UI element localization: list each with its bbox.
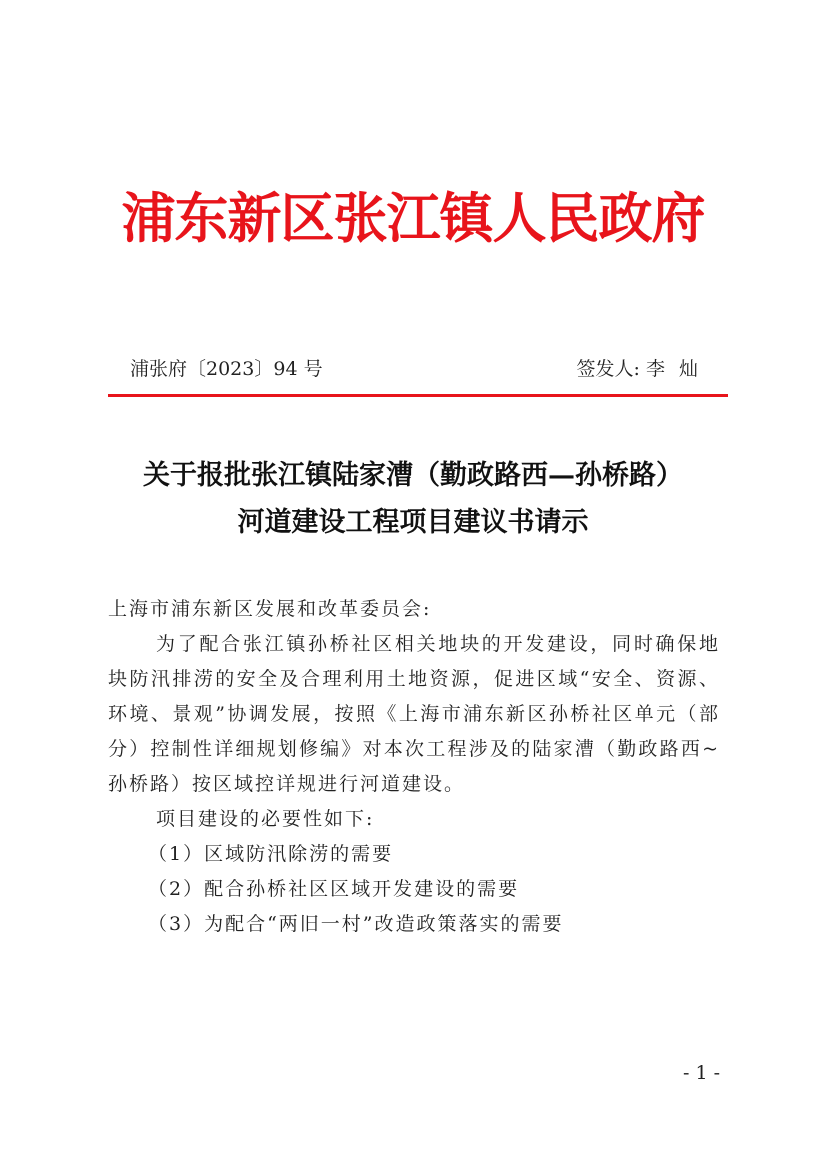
signer-label: 签发人: [576,358,640,380]
necessity-item-1: （1）区域防汛除涝的需要 [148,843,394,865]
masthead-title: 浦东新区张江镇人民政府 [121,186,705,250]
signer [577,356,712,382]
page-number: - 1 - [682,1062,720,1084]
document-number: 浦张府〔2023〕94 号 [130,358,323,380]
document-title [90,452,736,546]
addressee: 上海市浦东新区发展和改革委员会: [108,598,432,620]
signer-name: 李灿 [645,358,712,380]
necessity-item-3: （3）为配合“两旧一村”改造政策落实的需要 [148,913,564,935]
document-title-line-1: 关于报批张江镇陆家漕（勤政路西—孙桥路） [143,460,683,491]
document-title-line-2: 河道建设工程项目建议书请示 [237,507,589,538]
document-body [108,592,720,942]
necessity-item-2: （2）配合孙桥社区区域开发建设的需要 [148,878,520,900]
necessity-intro: 项目建设的必要性如下: [156,808,375,830]
red-divider-line [108,394,728,397]
body-paragraph-purpose: 为了配合张江镇孙桥社区相关地块的开发建设，同时确保地块防汛排涝的安全及合理利用土地资源，促进区域“安全、资源、环境、景观”协调发展，按照《上海市浦东新区孙桥社区单元（部分）控制性详细规划修编》对本次工程涉及的陆家漕（勤政路西~孙桥路）按区域控详规进行河道建设。 [108,633,720,795]
